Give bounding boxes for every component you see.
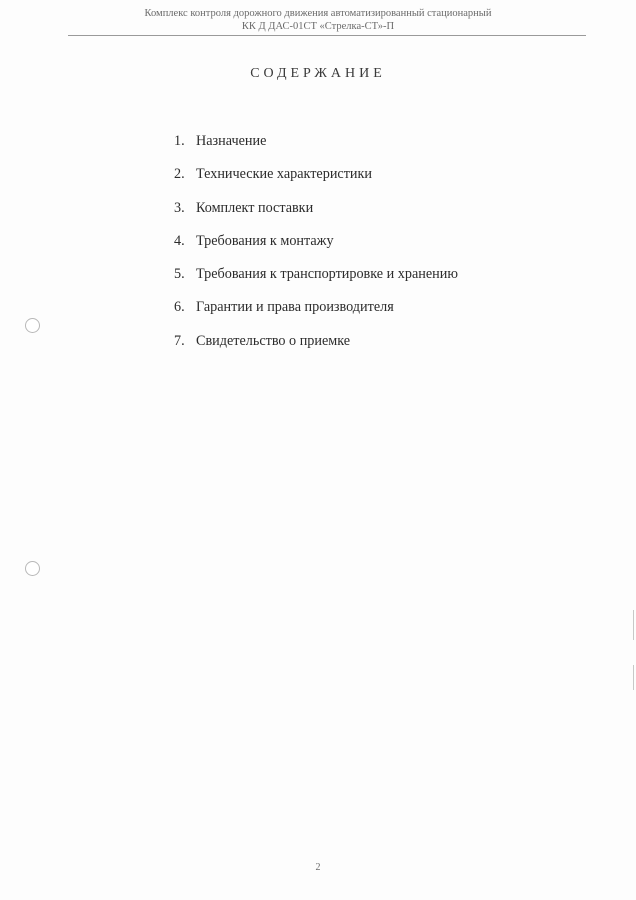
toc-item-7: [174, 333, 534, 366]
toc-item-4: [174, 233, 534, 266]
toc-item-1: [174, 133, 534, 166]
punch-hole: [25, 318, 40, 333]
toc-item-number: 7.: [174, 332, 185, 349]
header-divider: [68, 35, 586, 36]
scan-edge-mark: [633, 665, 634, 690]
toc-item-2: [174, 166, 534, 199]
toc-item-number: 1.: [174, 133, 185, 149]
table-of-contents: [174, 133, 534, 366]
toc-item-label: Требования к транспортировке и хранению: [196, 266, 458, 283]
toc-item-number: 3.: [174, 199, 185, 216]
toc-item-number: 5.: [174, 266, 185, 283]
toc-item-6: [174, 299, 534, 332]
toc-item-label: Свидетельство о приемке: [196, 332, 351, 349]
toc-item-label: Технические характеристики: [196, 166, 372, 183]
running-header: [60, 7, 576, 33]
toc-item-number: 4.: [174, 232, 185, 249]
toc-item-label: Комплект поставки: [196, 199, 314, 216]
header-line-2: КК Д ДАС-01СТ «Стрелка-СТ»-П: [241, 21, 395, 32]
punch-hole: [25, 561, 40, 576]
page-title: СОДЕРЖАНИЕ: [250, 66, 386, 81]
page-number: 2: [315, 862, 321, 873]
header-line-1: Комплекс контроля дорожного движения автоматизированный стационарный: [144, 8, 492, 19]
toc-item-number: 6.: [174, 299, 185, 316]
toc-item-5: [174, 266, 534, 299]
toc-item-label: Гарантии и права производителя: [196, 299, 394, 316]
scan-edge-mark: [633, 610, 634, 640]
toc-item-label: Требования к монтажу: [196, 232, 334, 249]
toc-item-number: 2.: [174, 166, 185, 183]
toc-item-label: Назначение: [196, 133, 267, 149]
toc-item-3: [174, 200, 534, 233]
